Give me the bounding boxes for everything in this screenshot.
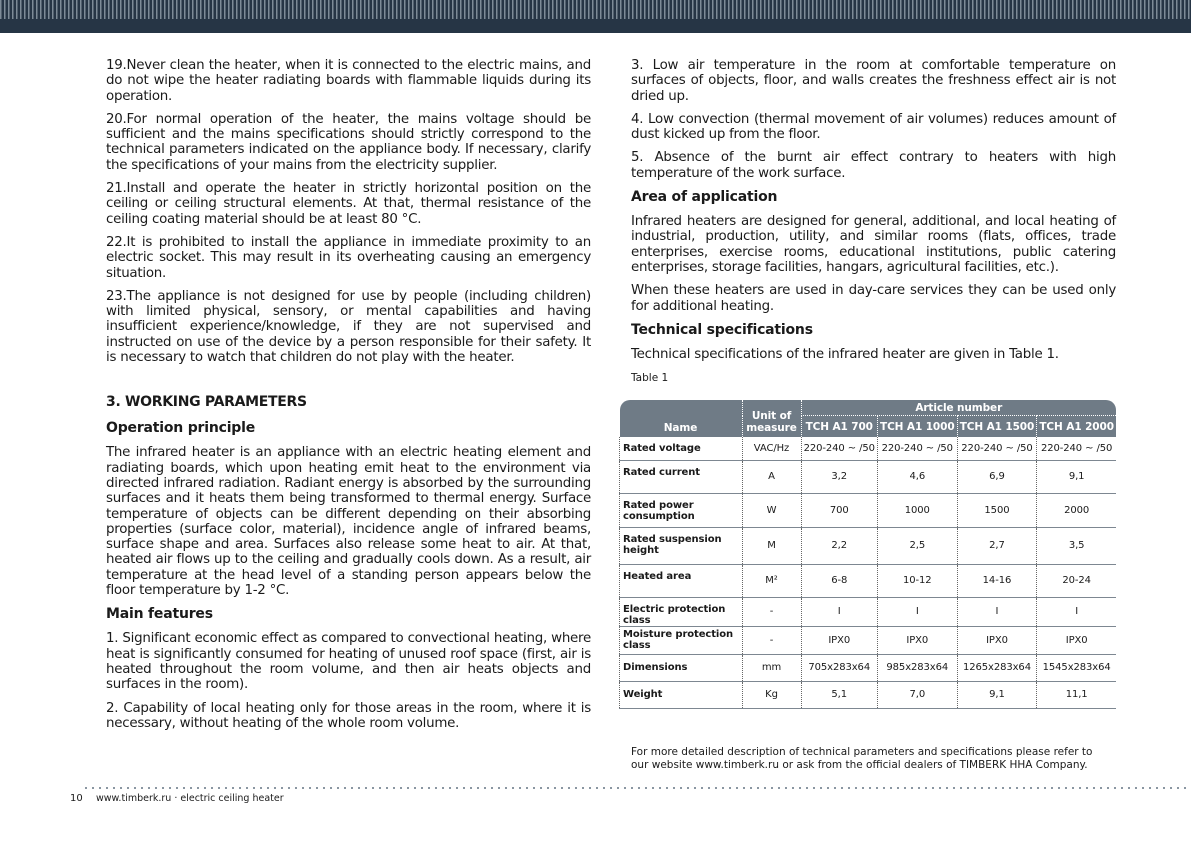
feature-2: 2. Capability of local heating only for those areas in the room, where it is necessary, without heating of the whole room volume. [106,700,591,731]
table-row [620,564,1117,597]
cell-value: 220-240 ~ /50 [801,437,877,460]
cell-value: 20-24 [1037,564,1116,597]
cell-value: 220-240 ~ /50 [877,437,957,460]
row-name: Heated area [620,564,743,597]
table-row [620,626,1117,654]
footer-divider [85,787,1191,789]
row-unit: A [742,460,801,493]
rule-22: 22.It is prohibited to install the appliance in immediate proximity to an electric socket. This may result in its overheating causing an emergency situation. [106,234,591,281]
model-header: TCH A1 700 [801,416,877,438]
section-title: 3. WORKING PARAMETERS [106,394,307,411]
cell-value: 4,6 [877,460,957,493]
col-header-unit: Unit of measure [742,400,801,437]
row-unit: VAC/Hz [742,437,801,460]
cell-value: I [877,597,957,626]
cell-value: 10-12 [877,564,957,597]
cell-value: 9,1 [957,681,1037,708]
row-name: Moisture protection class [620,626,743,654]
cell-value: 6-8 [801,564,877,597]
model-header: TCH A1 2000 [1037,416,1116,438]
table-caption: Table 1 [631,372,669,385]
cell-value: I [801,597,877,626]
cell-value: 7,0 [877,681,957,708]
table-row [620,527,1117,564]
tech-heading: Technical specifications [631,321,813,338]
col-header-name: Name [620,400,743,437]
right-column [623,58,1116,709]
rule-20: 20.For normal operation of the heater, the mains voltage should be sufficient and the mains specifications should strictly correspond to the technical parameters indicated on the appliance body. If necessary, clarify the specifications of your mains from the electricity supplier. [106,111,591,173]
cell-value: 985x283x64 [877,654,957,681]
area-text: Infrared heaters are designed for general, additional, and local heating of industrial, production, utility, and similar rooms (flats, offices, trade enterprises, exercise rooms, educational institutions, public catering enterprises, storage facilities, hangars, agricultural facilities, etc.). [631,214,1116,275]
cell-value: I [1037,597,1116,626]
cell-value: 1000 [877,493,957,527]
cell-value: 2000 [1037,493,1116,527]
feature-4: 4. Low convection (thermal movement of air volumes) reduces amount of dust kicked up from the floor. [631,111,1116,143]
cell-value: 705x283x64 [801,654,877,681]
model-header: TCH A1 1000 [877,416,957,438]
operation-heading: Operation principle [106,420,256,437]
feature-3: 3. Low air temperature in the room at comfortable temperature on surfaces of objects, floor, and walls creates the freshness effect air is not dried up. [631,58,1116,104]
cell-value: 5,1 [801,681,877,708]
cell-value: 1545x283x64 [1037,654,1116,681]
table-row [620,493,1117,527]
left-column [106,58,591,739]
cell-value: IPX0 [801,626,877,654]
operation-text: The infrared heater is an appliance with an electric heating element and radiating boards, which upon heating emit heat to the environment via directed infrared radiation. Radiant energy is absorbed by the surrounding surfaces and it heats them being transformed to thermal energy. Surface temperature of objects can be different depending on their absorbing properties (surface color, material), incidence angle of infrared beams, surface shape and area. Surfaces also release some heat to air. At that, heated air flows up to the ceiling and gradually cools down. As a result, air temperature at the head level of a standing person appears below the floor temperature by 1-2 °C. [106,445,591,599]
cell-value: 700 [801,493,877,527]
cell-value: 1500 [957,493,1037,527]
cell-value: 9,1 [1037,460,1116,493]
rule-19: 19.Never clean the heater, when it is connected to the electric mains, and do not wipe the heater radiating boards with flammable liquids during its operation. [106,58,591,104]
row-unit: Kg [742,681,801,708]
rule-21: 21.Install and operate the heater in strictly horizontal position on the ceiling or ceiling structural elements. At that, thermal resistance of the ceiling coating material should be at least 80 °C. [106,181,591,227]
table-row [620,437,1117,460]
tech-text: Technical specifications of the infrared heater are given in Table 1. [631,346,1059,362]
cell-value: 3,5 [1037,527,1116,564]
cell-value: 220-240 ~ /50 [1037,437,1116,460]
table-row [620,681,1117,708]
header-tick-pattern [0,0,1191,19]
row-unit: W [742,493,801,527]
page-number: 10 [70,793,83,804]
table-row [620,654,1117,681]
col-header-article: Article number [801,400,1116,416]
header-bar [0,0,1191,33]
cell-value: IPX0 [1037,626,1116,654]
row-unit: M² [742,564,801,597]
model-header: TCH A1 1500 [957,416,1037,438]
cell-value: 3,2 [801,460,877,493]
cell-value: 11,1 [1037,681,1116,708]
footnote: For more detailed description of technical parameters and specifications please refer to our website www.timberk.ru or ask from the official dealers of TIMBERK HHA Company. [631,746,1093,771]
feature-5: 5. Absence of the burnt air effect contrary to heaters with high temperature of the work surface. [631,150,1116,181]
row-unit: - [742,626,801,654]
table-row [620,460,1117,493]
row-name: Rated voltage [620,437,743,460]
footer-site: www.timberk.ru · electric ceiling heater [96,793,284,804]
cell-value: 2,7 [957,527,1037,564]
row-name: Dimensions [620,654,743,681]
rule-23: 23.The appliance is not designed for use by people (including children) with limited physical, sensory, or mental capabilities and having insufficient experience/knowledge, if they are not supervised and instructed on use of the device by a person responsible for their safety. It is necessary to watch that children do not play with the heater. [106,288,591,366]
row-name: Rated power consumption [620,493,743,527]
row-name: Electric protection class [620,597,743,626]
cell-value: 14-16 [957,564,1037,597]
row-unit: M [742,527,801,564]
cell-value: 2,2 [801,527,877,564]
area-heading: Area of application [631,189,778,206]
row-name: Weight [620,681,743,708]
row-unit: - [742,597,801,626]
cell-value: IPX0 [877,626,957,654]
row-name: Rated current [620,460,743,493]
cell-value: 220-240 ~ /50 [957,437,1037,460]
spec-table [619,400,1116,709]
cell-value: 2,5 [877,527,957,564]
cell-value: I [957,597,1037,626]
row-name: Rated suspension height [620,527,743,564]
table-row [620,597,1117,626]
daycare-text: When these heaters are used in day-care services they can be used only for additional heating. [631,283,1116,314]
cell-value: 6,9 [957,460,1037,493]
row-unit: mm [742,654,801,681]
cell-value: 1265x283x64 [957,654,1037,681]
features-heading: Main features [106,606,213,623]
feature-1: 1. Significant economic effect as compared to convectional heating, where heat is significantly consumed for heating of unused roof space (first, air is heated throughout the room volume, and then air heats objects and surfaces in the room). [106,631,591,693]
cell-value: IPX0 [957,626,1037,654]
